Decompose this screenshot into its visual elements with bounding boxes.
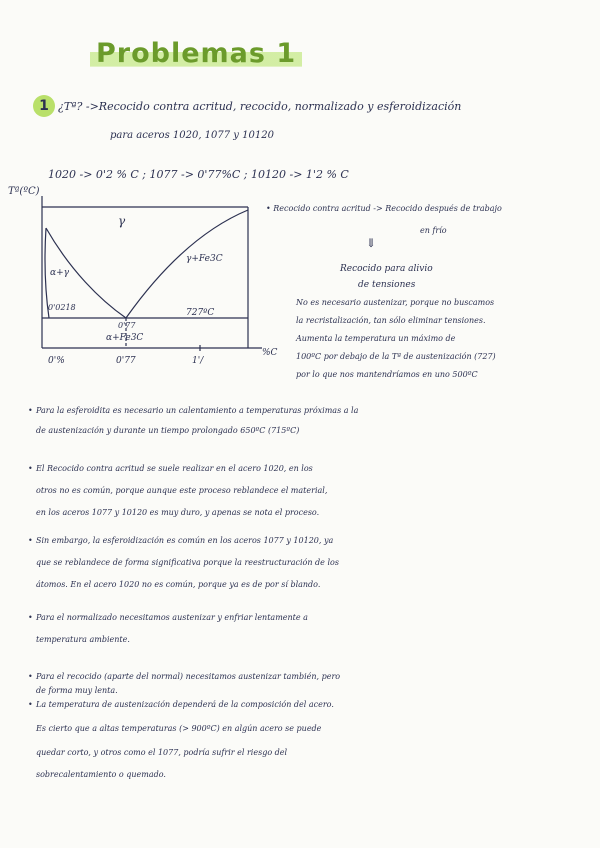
paragraph-6-line-1: La temperatura de austenización dependerá de la composición del acero. bbox=[36, 700, 334, 709]
paragraph-5-line-1: Para el recocido (aparte del normal) necesitamos austenizar también, pero bbox=[36, 672, 341, 681]
x-label-c: %C bbox=[262, 348, 278, 358]
bullet-3: • bbox=[28, 536, 33, 545]
alpha-fe3c-label: α+Fe3C bbox=[106, 333, 144, 343]
x-label-1: 1'/ bbox=[192, 356, 204, 366]
paragraph-6-line-3: quedar corto, y otros como el 1077, podría sufrir el riesgo del bbox=[36, 748, 288, 757]
left-composition-label: 0'0218 bbox=[48, 303, 76, 312]
side-note-7: Aumenta la temperatura un máximo de bbox=[296, 334, 456, 343]
question-line-2: para aceros 1020, 1077 y 10120 bbox=[110, 130, 274, 141]
paragraph-2-line-1: El Recocido contra acritud se suele realizar en el acero 1020, en los bbox=[36, 464, 313, 473]
side-note-8: 100ºC por debajo de la Tª de austenización (727) bbox=[296, 352, 496, 361]
gamma-label: γ bbox=[118, 214, 126, 228]
question-line-1: ¿Tª? ->Recocido contra acritud, recocido, normalizado y esferoidización bbox=[58, 100, 462, 113]
paragraph-3-line-3: átomos. En el acero 1020 no es común, porque ya es de por sí blando. bbox=[36, 580, 321, 589]
eutectoid-point-label: 0'77 bbox=[118, 321, 136, 330]
paragraph-4-line-1: Para el normalizado necesitamos austenizar y enfriar lentamente a bbox=[36, 613, 308, 622]
diagram-y-label: Tª(ºC) bbox=[8, 186, 40, 197]
side-note-5: No es necesario austenizar, porque no buscamos bbox=[296, 298, 495, 307]
paragraph-1-line-2: de austenización y durante un tiempo prolongado 650ºC (715ºC) bbox=[36, 426, 300, 435]
carbon-content-line: 1020 -> 0'2 % C ; 1077 -> 0'77%C ; 10120 -> 1'2 % C bbox=[48, 168, 349, 181]
x-label-0: 0'% bbox=[48, 356, 65, 366]
bullet-2: • bbox=[28, 464, 33, 473]
side-note-2: en frío bbox=[420, 226, 447, 235]
alpha-gamma-label: α+γ bbox=[50, 268, 69, 278]
side-note-4: de tensiones bbox=[358, 280, 416, 290]
paragraph-6-line-4: sobrecalentamiento o quemado. bbox=[36, 770, 166, 779]
side-note-3: Recocido para alivio bbox=[340, 264, 433, 274]
side-note-9: por lo que nos mantendríamos en uno 500ºC bbox=[296, 370, 478, 379]
side-note-6: la recristalización, tan sólo eliminar tensiones. bbox=[296, 316, 486, 325]
paragraph-2-line-2: otros no es común, porque aunque este proceso reblandece el material, bbox=[36, 486, 328, 495]
acm-line bbox=[126, 210, 248, 318]
bullet-1: • bbox=[28, 406, 33, 415]
paragraph-2-line-3: en los aceros 1077 y 10120 es muy duro, y apenas se nota el proceso. bbox=[36, 508, 320, 517]
paragraph-3-line-1: Sin embargo, la esferoidización es común en los aceros 1077 y 10120, ya bbox=[36, 536, 334, 545]
bullet-6: • bbox=[28, 700, 33, 709]
paragraph-6-line-2: Es cierto que a altas temperaturas (> 900ºC) en algún acero se puede bbox=[36, 724, 322, 733]
eutectoid-temp-label: 727ºC bbox=[186, 308, 215, 318]
bullet-4: • bbox=[28, 613, 33, 622]
page-title: Problemas 1 bbox=[90, 38, 302, 69]
x-label-077: 0'77 bbox=[116, 356, 136, 366]
paragraph-3-line-2: que se reblandece de forma significativa porque la reestructuración de los bbox=[36, 558, 339, 567]
paragraph-4-line-2: temperatura ambiente. bbox=[36, 635, 130, 644]
paragraph-1-line-1: Para la esferoidita es necesario un calentamiento a temperaturas próximas a la bbox=[36, 406, 359, 415]
bullet-5: • bbox=[28, 672, 33, 681]
side-note-1: • Recocido contra acritud -> Recocido después de trabajo bbox=[266, 204, 502, 213]
problem-number-badge: 1 bbox=[33, 95, 55, 117]
gamma-fe3c-label: γ+Fe3C bbox=[186, 254, 223, 264]
down-arrow-icon: ⇓ bbox=[366, 236, 377, 250]
paragraph-5-line-2: de forma muy lenta. bbox=[36, 686, 118, 695]
